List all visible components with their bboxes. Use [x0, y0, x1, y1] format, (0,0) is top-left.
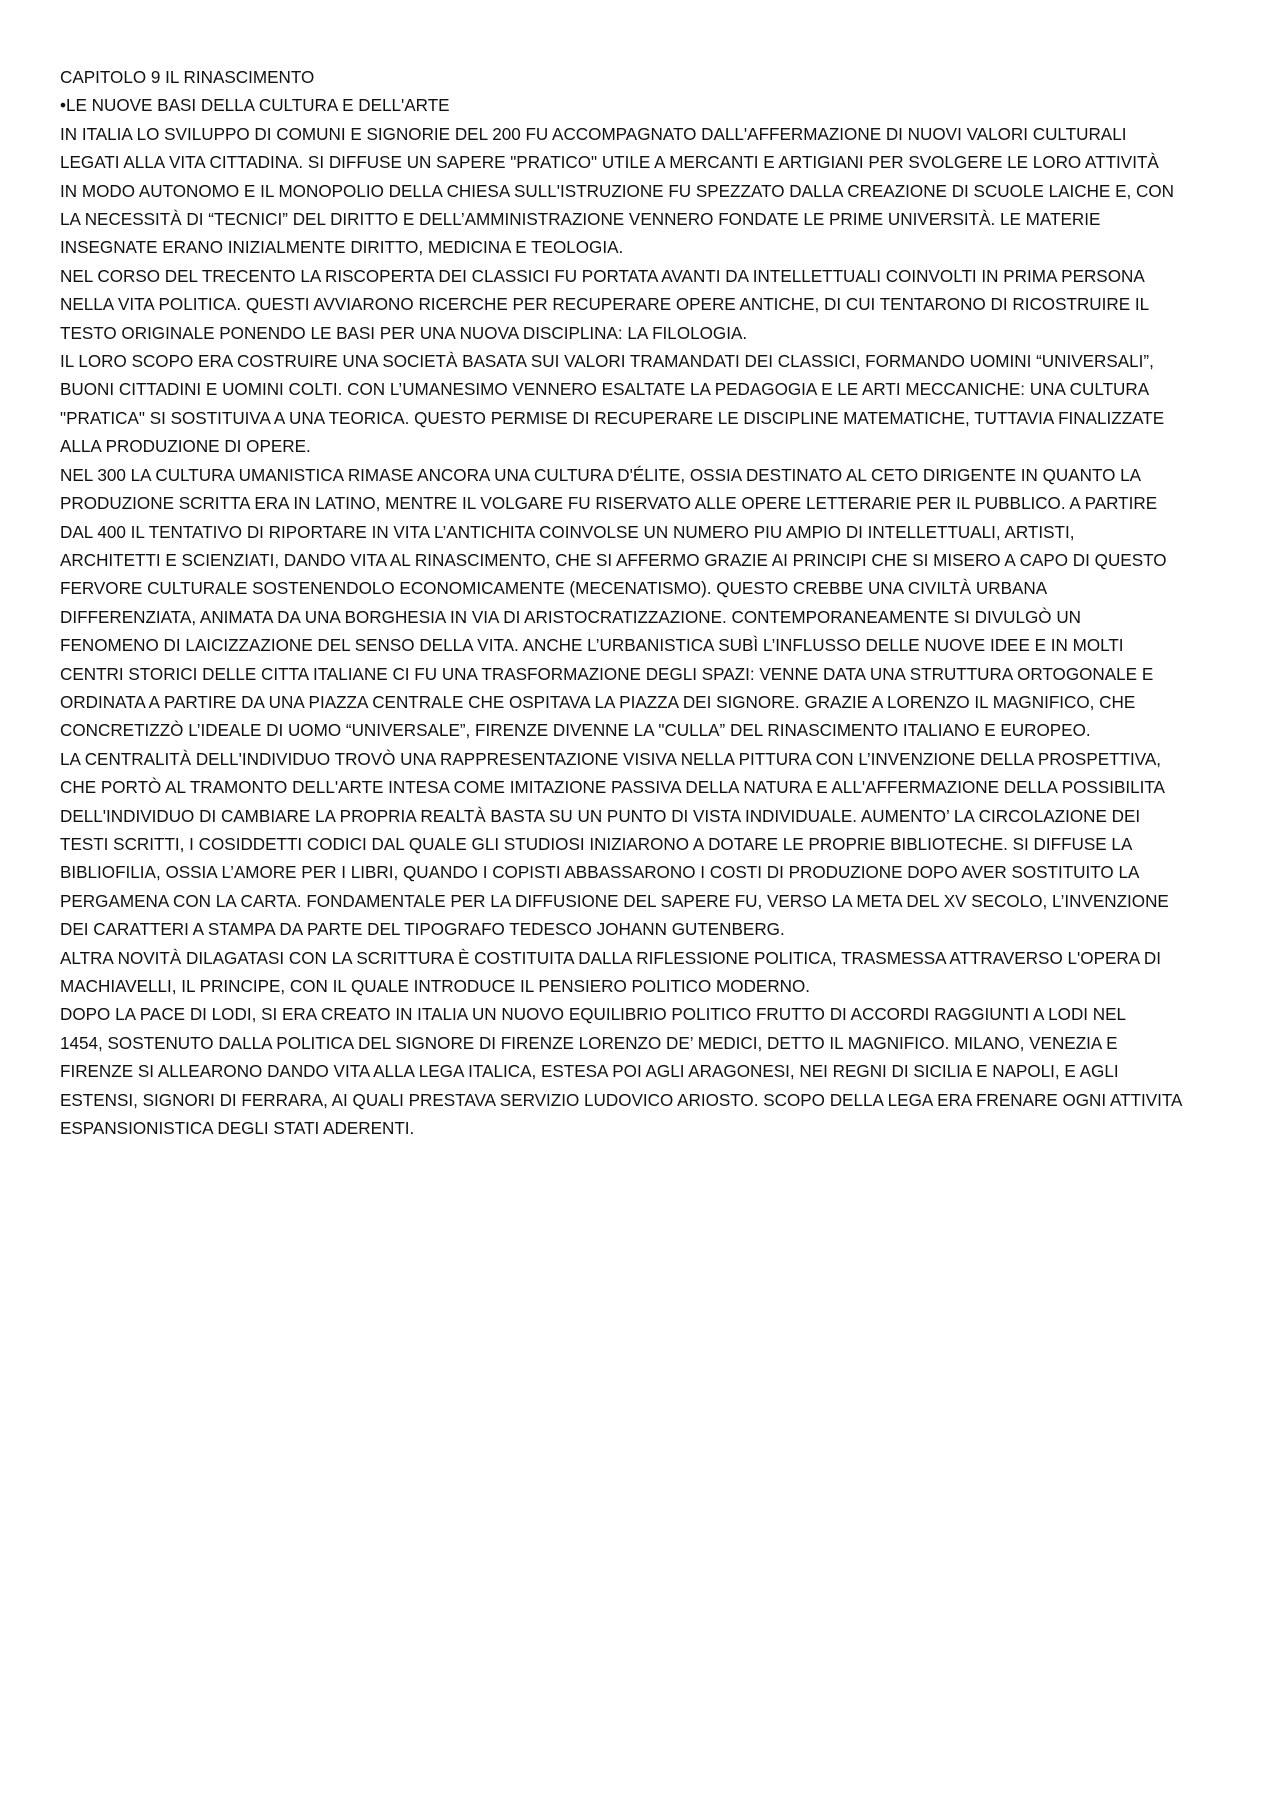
text-line: ORDINATA A PARTIRE DA UNA PIAZZA CENTRALE CHE OSPITAVA LA PIAZZA DEI SIGNORE. GRAZIE A LORENZO IL MAGNIFICO, CHE: [60, 692, 1136, 712]
text-line: NEL CORSO DEL TRECENTO LA RISCOPERTA DEI CLASSICI FU PORTATA AVANTI DA INTELLETTUALI COINVOLTI IN PRIMA PERSONA: [60, 266, 1145, 286]
text-line: LA CENTRALITÀ DELL'INDIVIDUO TROVÒ UNA RAPPRESENTAZIONE VISIVA NELLA PITTURA CON L’INVENZIONE DELLA PROSPETTIVA,: [60, 749, 1162, 769]
section-heading: •LE NUOVE BASI DELLA CULTURA E DELL'ARTE: [60, 96, 450, 116]
text-line: TESTI SCRITTI, I COSIDDETTI CODICI DAL QUALE GLI STUDIOSI INIZIARONO A DOTARE LE PROPRIE BIBLIOTECHE. SI DIFFUSE LA: [60, 834, 1133, 854]
text-line: "PRATICA" SI SOSTITUIVA A UNA TEORICA. QUESTO PERMISE DI RECUPERARE LE DISCIPLINE MATEMATICHE, TUTTAVIA FINALIZZATE: [60, 408, 1165, 428]
text-line: PERGAMENA CON LA CARTA. FONDAMENTALE PER LA DIFFUSIONE DEL SAPERE FU, VERSO LA META DEL XV SECOLO, L’INVENZIONE: [60, 891, 1169, 911]
text-line: BUONI CITTADINI E UOMINI COLTI. CON L’UMANESIMO VENNERO ESALTATE LA PEDAGOGIA E LE ARTI MECCANICHE: UNA CULTURA: [60, 380, 1150, 400]
text-line: CHE PORTÒ AL TRAMONTO DELL'ARTE INTESA COME IMITAZIONE PASSIVA DELLA NATURA E ALL'AFFERMAZIONE DELLA POSSIBILITA: [60, 778, 1165, 798]
text-line: ESTENSI, SIGNORI DI FERRARA, AI QUALI PRESTAVA SERVIZIO LUDOVICO ARIOSTO. SCOPO DELLA LEGA ERA FRENARE OGNI ATTIVITA: [60, 1090, 1183, 1110]
text-line: INSEGNATE ERANO INIZIALMENTE DIRITTO, MEDICINA E TEOLOGIA.: [60, 238, 624, 258]
text-line: CENTRI STORICI DELLE CITTA ITALIANE CI FU UNA TRASFORMAZIONE DEGLI SPAZI: VENNE DATA UNA STRUTTURA ORTOGONALE E: [60, 664, 1154, 684]
text-line: BIBLIOFILIA, OSSIA L’AMORE PER I LIBRI, QUANDO I COPISTI ABBASSARONO I COSTI DI PRODUZIONE DOPO AVER SOSTITUITO LA: [60, 863, 1140, 883]
text-line: ARCHITETTI E SCIENZIATI, DANDO VITA AL RINASCIMENTO, CHE SI AFFERMO GRAZIE AI PRINCIPI CHE SI MISERO A CAPO DI QUESTO: [60, 550, 1167, 570]
document-page: [60, 64, 1228, 1143]
text-line: TESTO ORIGINALE PONENDO LE BASI PER UNA NUOVA DISCIPLINA: LA FILOLOGIA.: [60, 323, 748, 343]
text-line: ESPANSIONISTICA DEGLI STATI ADERENTI.: [60, 1119, 415, 1139]
text-line: FIRENZE SI ALLEARONO DANDO VITA ALLA LEGA ITALICA, ESTESA POI AGLI ARAGONESI, NEI REGNI DI SICILIA E NAPOLI, E AGLI: [60, 1062, 1119, 1082]
chapter-title: CAPITOLO 9 IL RINASCIMENTO: [60, 68, 315, 87]
text-line: ALTRA NOVITÀ DILAGATASI CON LA SCRITTURA È COSTITUITA DALLA RIFLESSIONE POLITICA, TRASMESSA ATTRAVERSO L'OPERA DI: [60, 948, 1162, 968]
text-line: DELL'INDIVIDUO DI CAMBIARE LA PROPRIA REALTÀ BASTA SU UN PUNTO DI VISTA INDIVIDUALE. AUMENTO’ LA CIRCOLAZIONE DEI: [60, 806, 1141, 826]
text-line: LA NECESSITÀ DI “TECNICI” DEL DIRITTO E DELL’AMMINISTRAZIONE VENNERO FONDATE LE PRIME UNIVERSITÀ. LE MATERIE: [60, 210, 1101, 230]
text-line: FERVORE CULTURALE SOSTENENDOLO ECONOMICAMENTE (MECENATISMO). QUESTO CREBBE UNA CIVILTÀ URBANA: [60, 579, 1048, 599]
text-line: FENOMENO DI LAICIZZAZIONE DEL SENSO DELLA VITA. ANCHE L’URBANISTICA SUBÌ L’INFLUSSO DELLE NUOVE IDEE E IN MOLTI: [60, 636, 1124, 656]
text-line: NEL 300 LA CULTURA UMANISTICA RIMASE ANCORA UNA CULTURA D'ÉLITE, OSSIA DESTINATO AL CETO DIRIGENTE IN QUANTO LA: [60, 465, 1142, 485]
text-line: IN MODO AUTONOMO E IL MONOPOLIO DELLA CHIESA SULL'ISTRUZIONE FU SPEZZATO DALLA CREAZIONE DI SCUOLE LAICHE E, CON: [60, 181, 1174, 201]
text-line: DEI CARATTERI A STAMPA DA PARTE DEL TIPOGRAFO TEDESCO JOHANN GUTENBERG.: [60, 920, 785, 940]
text-line: DIFFERENZIATA, ANIMATA DA UNA BORGHESIA IN VIA DI ARISTOCRATIZZAZIONE. CONTEMPORANEAMENTE SI DIVULGÒ UN: [60, 607, 1082, 627]
text-line: IL LORO SCOPO ERA COSTRUIRE UNA SOCIETÀ BASATA SUI VALORI TRAMANDATI DEI CLASSICI, FORMANDO UOMINI “UNIVERSALI”,: [60, 352, 1154, 372]
text-line: PRODUZIONE SCRITTA ERA IN LATINO, MENTRE IL VOLGARE FU RISERVATO ALLE OPERE LETTERARIE PER IL PUBBLICO. A PARTIRE: [60, 494, 1158, 514]
text-line: DAL 400 IL TENTATIVO DI RIPORTARE IN VITA L’ANTICHITA COINVOLSE UN NUMERO PIU AMPIO DI INTELLETTUALI, ARTISTI,: [60, 522, 1075, 542]
text-line: 1454, SOSTENUTO DALLA POLITICA DEL SIGNORE DI FIRENZE LORENZO DE’ MEDICI, DETTO IL MAGNIFICO. MILANO, VENEZIA E: [60, 1033, 1118, 1053]
text-line: ALLA PRODUZIONE DI OPERE.: [60, 437, 311, 457]
text-line: CONCRETIZZÒ L’IDEALE DI UOMO “UNIVERSALE”, FIRENZE DIVENNE LA "CULLA” DEL RINASCIMENTO ITALIANO E EUROPEO.: [60, 721, 1091, 741]
body-text: [60, 121, 1228, 1144]
text-line: NELLA VITA POLITICA. QUESTI AVVIARONO RICERCHE PER RECUPERARE OPERE ANTICHE, DI CUI TENTARONO DI RICOSTRUIRE IL: [60, 295, 1150, 315]
text-line: MACHIAVELLI, IL PRINCIPE, CON IL QUALE INTRODUCE IL PENSIERO POLITICO MODERNO.: [60, 977, 811, 996]
text-line: LEGATI ALLA VITA CITTADINA. SI DIFFUSE UN SAPERE "PRATICO" UTILE A MERCANTI E ARTIGIANI PER SVOLGERE LE LORO ATTIVITÀ: [60, 153, 1159, 173]
text-line: IN ITALIA LO SVILUPPO DI COMUNI E SIGNORIE DEL 200 FU ACCOMPAGNATO DALL'AFFERMAZIONE DI NUOVI VALORI CULTURALI: [60, 124, 1127, 144]
text-line: DOPO LA PACE DI LODI, SI ERA CREATO IN ITALIA UN NUOVO EQUILIBRIO POLITICO FRUTTO DI ACCORDI RAGGIUNTI A LODI NEL: [60, 1005, 1127, 1025]
